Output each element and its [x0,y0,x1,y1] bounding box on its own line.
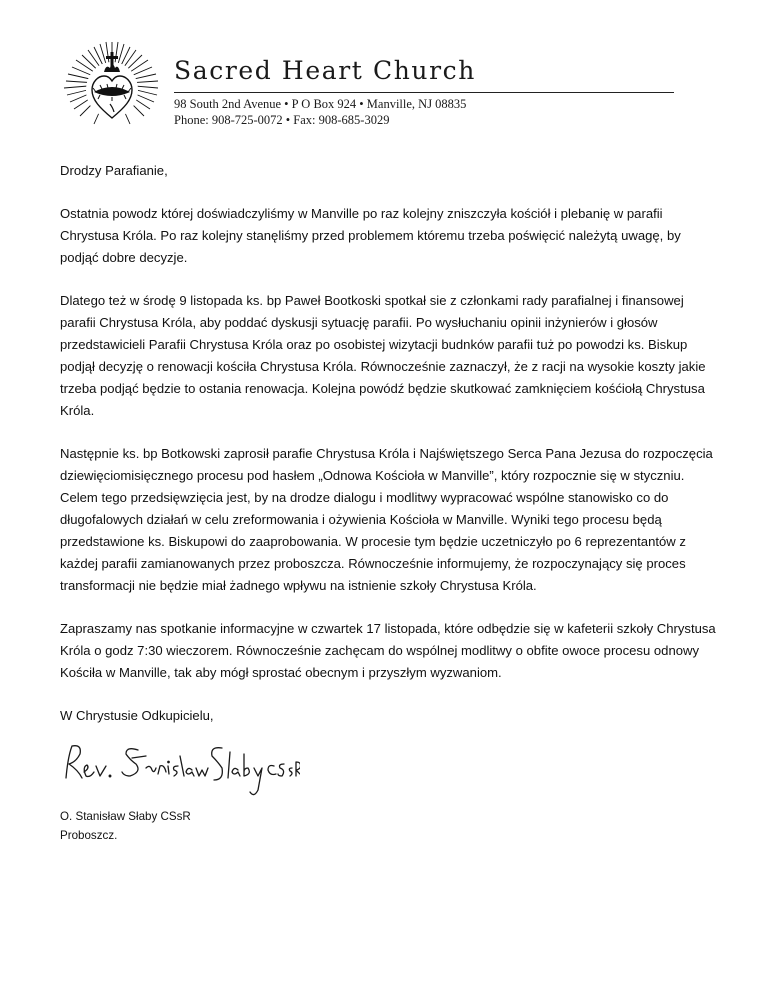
church-address: 98 South 2nd Avenue • P O Box 924 • Manville, NJ 08835 [174,97,467,111]
signoff [60,807,191,845]
letter-paragraph-2: Dlatego też w środę 9 listopada ks. bp Paweł Bootkoski spotkał sie z członkami rady parafialnej i finansowej parafii Chrystusa Króla, aby poddać dyskusji sytuację parafii. Po wysłuchaniu opinii inżynierów i głosów przedstawicieli Parafii Chrystusa Króla oraz po osobistej wizytacji budnków parafii tuż po powodzi ks. Biskup podjął decyzję o renowacji kościła Chrystusa Króla. Równocześnie zaznaczył, że z racji na wysokie koszty jakie trzeba podjąć będzie to ostania renowacja. Kolejna powódź będzie skutkować zamknięciem kośćiołą Chrystusa Króla. [60,293,706,418]
signer-name: O. Stanisław Słaby CSsR [60,810,191,823]
letter-body [60,160,720,748]
letter-closing: W Chrystusie Odkupicielu, [60,708,214,723]
letterhead-divider [174,92,674,93]
signer-title: Proboszcz. [60,829,118,842]
letterhead [60,38,710,128]
letter-greeting: Drodzy Parafianie, [60,163,168,178]
church-phone-fax: Phone: 908-725-0072 • Fax: 908-685-3029 [174,113,390,127]
handwritten-signature [60,738,300,802]
sacred-heart-emblem-icon [60,38,168,128]
letter-paragraph-1: Ostatnia powodz której doświadczyliśmy w Manville po raz kolejny zniszczyła kościół i plebanię w parafii Chrystusa Króla. Po raz kolejny stanęliśmy przed problemem któremu trzeba poświęcić należytą uwagę, by podjąć dobre decyzje. [60,206,681,265]
church-name: Sacred Heart Church [174,56,476,85]
letter-paragraph-3: Następnie ks. bp Botkowski zaprosił parafie Chrystusa Króla i Najświętszego Serca Pana Jezusa do rozpoczęcia dziewięciomisięcznego procesu pod hasłem „Odnowa Kościoła w Manville”, który rozpocznie się w styczniu. Celem tego przedsięwzięcia jest, by na drodze dialogu i modlitwy wypracować wspólne stanowisko co do długofalowych działań w celu zreformowania i ożywienia Kościoła w Manville. Wyniki tego procesu będą przedstawione ks. Biskupowi do zaaprobowania. W procesie tym będzie uczetniczyło po 6 reprezentantów z każdej parafii zamianowanych przez proboszcza. Równocześnie informujemy, że rozpoczynający się proces transformacji nie będzie miał żadnego wpływu na istnienie szkoły Chrystusa Króla. [60,446,713,593]
letter-paragraph-4: Zapraszamy nas spotkanie informacyjne w czwartek 17 listopada, które odbędzie się w kafeterii szkoły Chrystusa Króla o godz 7:30 wieczorem. Równocześnie zachęcam do wspólnej modlitwy o obfite owoce procesu odnowy Kościła w Manville, tak aby mógł sprostać obecnym i przyszłym wyzwaniom. [60,621,716,680]
